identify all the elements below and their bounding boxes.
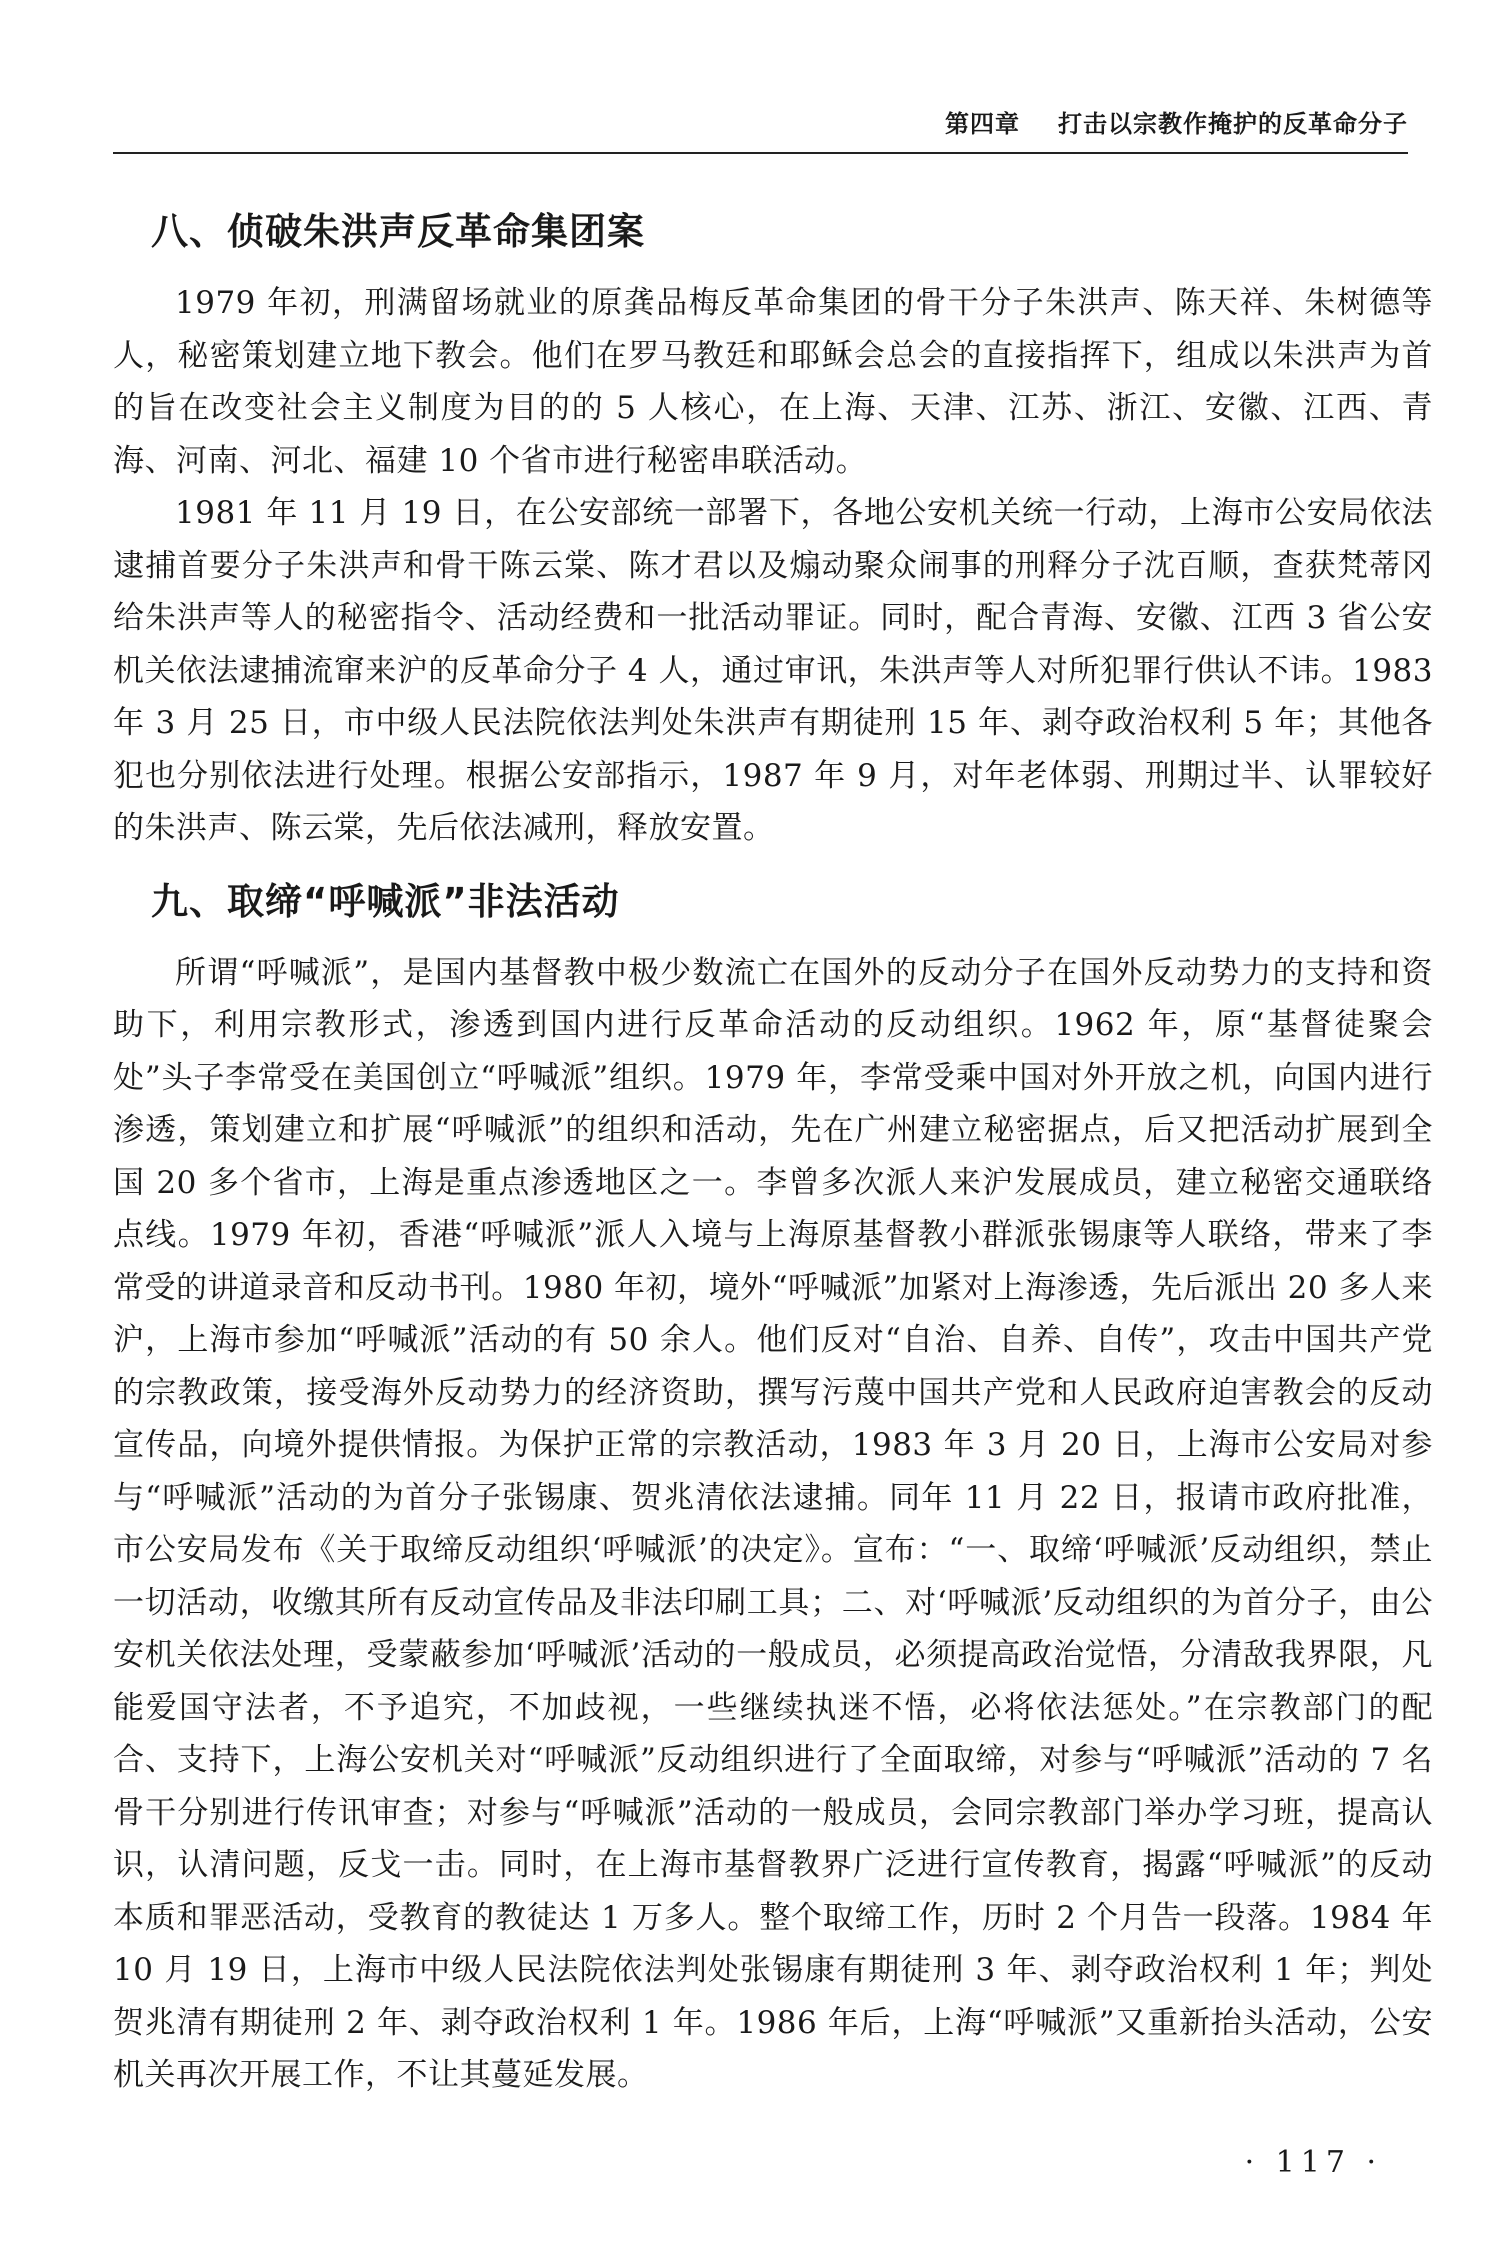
- section-nine: [113, 865, 1433, 2102]
- paragraph: 1979 年初，刑满留场就业的原龚品梅反革命集团的骨干分子朱洪声、陈天祥、朱树德等人，秘密策划建立地下教会。他们在罗马教廷和耶稣会总会的直接指挥下，组成以朱洪声为首的旨在改变社会主义制度为目的的 5 人核心，在上海、天津、江苏、浙江、安徽、江西、青海、河南、河北、福建 10 个省市进行秘密串联活动。: [113, 285, 1433, 479]
- section-eight: [113, 195, 1433, 855]
- running-header: [113, 106, 1408, 154]
- chapter-number: 第四章: [945, 110, 1020, 138]
- paragraph: 1981 年 11 月 19 日，在公安部统一部署下，各地公安机关统一行动，上海市公安局依法逮捕首要分子朱洪声和骨干陈云棠、陈才君以及煽动聚众闹事的刑释分子沈百顺，查获梵蒂冈给朱洪声等人的秘密指令、活动经费和一批活动罪证。同时，配合青海、安徽、江西 3 省公安机关依法逮捕流窜来沪的反革命分子 4 人，通过审讯，朱洪声等人对所犯罪行供认不讳。1983 年 3 月 25 日，市中级人民法院依法判处朱洪声有期徒刑 15 年、剥夺政治权利 5 年；其他各犯也分别依法进行处理。根据公安部指示，1987 年 9 月，对年老体弱、刑期过半、认罪较好的朱洪声、陈云棠，先后依法减刑，释放安置。: [113, 495, 1433, 846]
- chapter-title: 打击以宗教作掩护的反革命分子: [1058, 110, 1408, 138]
- paragraph: 所谓“呼喊派”，是国内基督教中极少数流亡在国外的反动分子在国外反动势力的支持和资助下，利用宗教形式，渗透到国内进行反革命活动的反动组织。1962 年，原“基督徒聚会处”头子李常受在美国创立“呼喊派”组织。1979 年，李常受乘中国对外开放之机，向国内进行渗透，策划建立和扩展“呼喊派”的组织和活动，先在广州建立秘密据点，后又把活动扩展到全国 20 多个省市，上海是重点渗透地区之一。李曾多次派人来沪发展成员，建立秘密交通联络点线。1979 年初，香港“呼喊派”派人入境与上海原基督教小群派张锡康等人联络，带来了李常受的讲道录音和反动书刊。1980 年初，境外“呼喊派”加紧对上海渗透，先后派出 20 多人来沪，上海市参加“呼喊派”活动的有 50 余人。他们反对“自治、自养、自传”，攻击中国共产党的宗教政策，接受海外反动势力的经济资助，撰写污蔑中国共产党和人民政府迫害教会的反动宣传品，向境外提供情报。为保护正常的宗教活动，1983 年 3 月 20 日，上海市公安局对参与“呼喊派”活动的为首分子张锡康、贺兆清依法逮捕。同年 11 月 22 日，报请市政府批准，市公安局发布《关于取缔反动组织‘呼喊派’的决定》。宣布：“一、取缔‘呼喊派’反动组织，禁止一切活动，收缴其所有反动宣传品及非法印刷工具；二、对‘呼喊派’反动组织的为首分子，由公安机关依法处理，受蒙蔽参加‘呼喊派’活动的一般成员，必须提高政治觉悟，分清敌我界限，凡能爱国守法者，不予追究，不加歧视，一些继续执迷不悟，必将依法惩处。”在宗教部门的配合、支持下，上海公安机关对“呼喊派”反动组织进行了全面取缔，对参与“呼喊派”活动的 7 名骨干分别进行传讯审查；对参与“呼喊派”活动的一般成员，会同宗教部门举办学习班，提高认识，认清问题，反戈一击。同时，在上海市基督教界广泛进行宣传教育，揭露“呼喊派”的反动本质和罪恶活动，受教育的教徒达 1 万多人。整个取缔工作，历时 2 个月告一段落。1984 年 10 月 19 日，上海市中级人民法院依法判处张锡康有期徒刑 3 年、剥夺政治权利 1 年；判处贺兆清有期徒刑 2 年、剥夺政治权利 1 年。1986 年后，上海“呼喊派”又重新抬头活动，公安机关再次开展工作，不让其蔓延发展。: [113, 954, 1433, 2093]
- page-number: · 117 ·: [1244, 2145, 1382, 2180]
- page-content: [113, 195, 1433, 2102]
- section-heading: 八、侦破朱洪声反革命集团案: [151, 210, 645, 253]
- section-heading: 九、取缔“呼喊派”非法活动: [151, 879, 620, 923]
